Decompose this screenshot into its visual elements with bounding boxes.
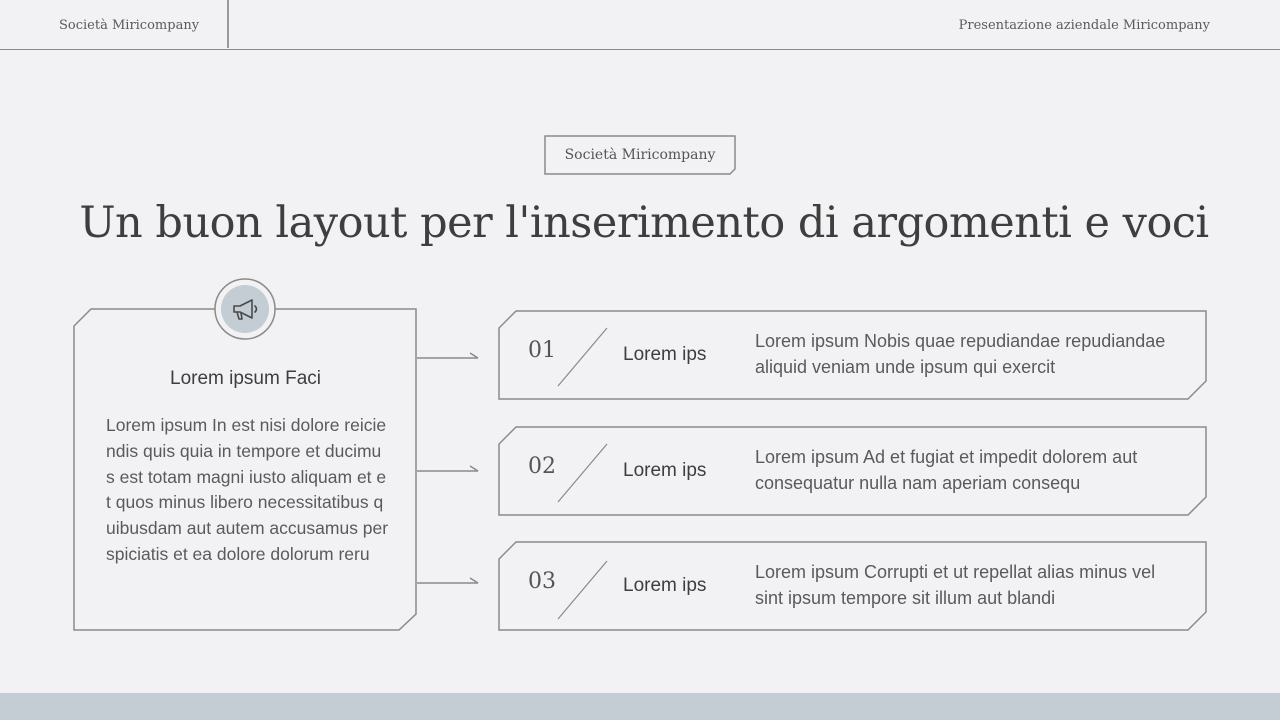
item-number: 01 (528, 338, 556, 363)
list-item (498, 541, 1208, 631)
item-number: 02 (528, 454, 556, 479)
item-description: Lorem ipsum Corrupti et ut repellat alias minus vel sint ipsum tempore sit illum aut blandi (755, 562, 1156, 608)
company-tag (544, 135, 736, 175)
slide-header (0, 0, 1280, 50)
header-presentation-title: Presentazione aziendale Miricompany (958, 18, 1210, 33)
header-company-name: Società Miricompany (59, 18, 200, 33)
company-tag-label: Società Miricompany (564, 147, 716, 163)
list-item (498, 310, 1208, 400)
left-card-body: Lorem ipsum In est nisi dolore reiciendis quis quia in tempore et ducimus est totam magni iusto aliquam et et quos minus libero necessitatibus quibusdam aut autem accusamus perspiciatis et ea dolore dolorum reru (106, 415, 389, 564)
item-number: 03 (528, 569, 556, 594)
item-label: Lorem ips (623, 460, 707, 481)
header-divider (227, 0, 229, 48)
connector-arrows (416, 340, 486, 590)
item-description: Lorem ipsum Nobis quae repudiandae repudiandae aliquid veniam unde ipsum qui exercit (755, 331, 1166, 377)
item-label: Lorem ips (623, 344, 707, 365)
megaphone-icon (213, 277, 277, 341)
footer-bar (0, 693, 1280, 720)
item-description: Lorem ipsum Ad et fugiat et impedit dolorem aut consequatur nulla nam aperiam consequ (755, 447, 1138, 493)
item-label: Lorem ips (623, 575, 707, 596)
left-card-heading: Lorem ipsum Faci (170, 368, 321, 389)
slide-title: Un buon layout per l'inserimento di argomenti e voci (79, 198, 1209, 248)
list-item (498, 426, 1208, 516)
